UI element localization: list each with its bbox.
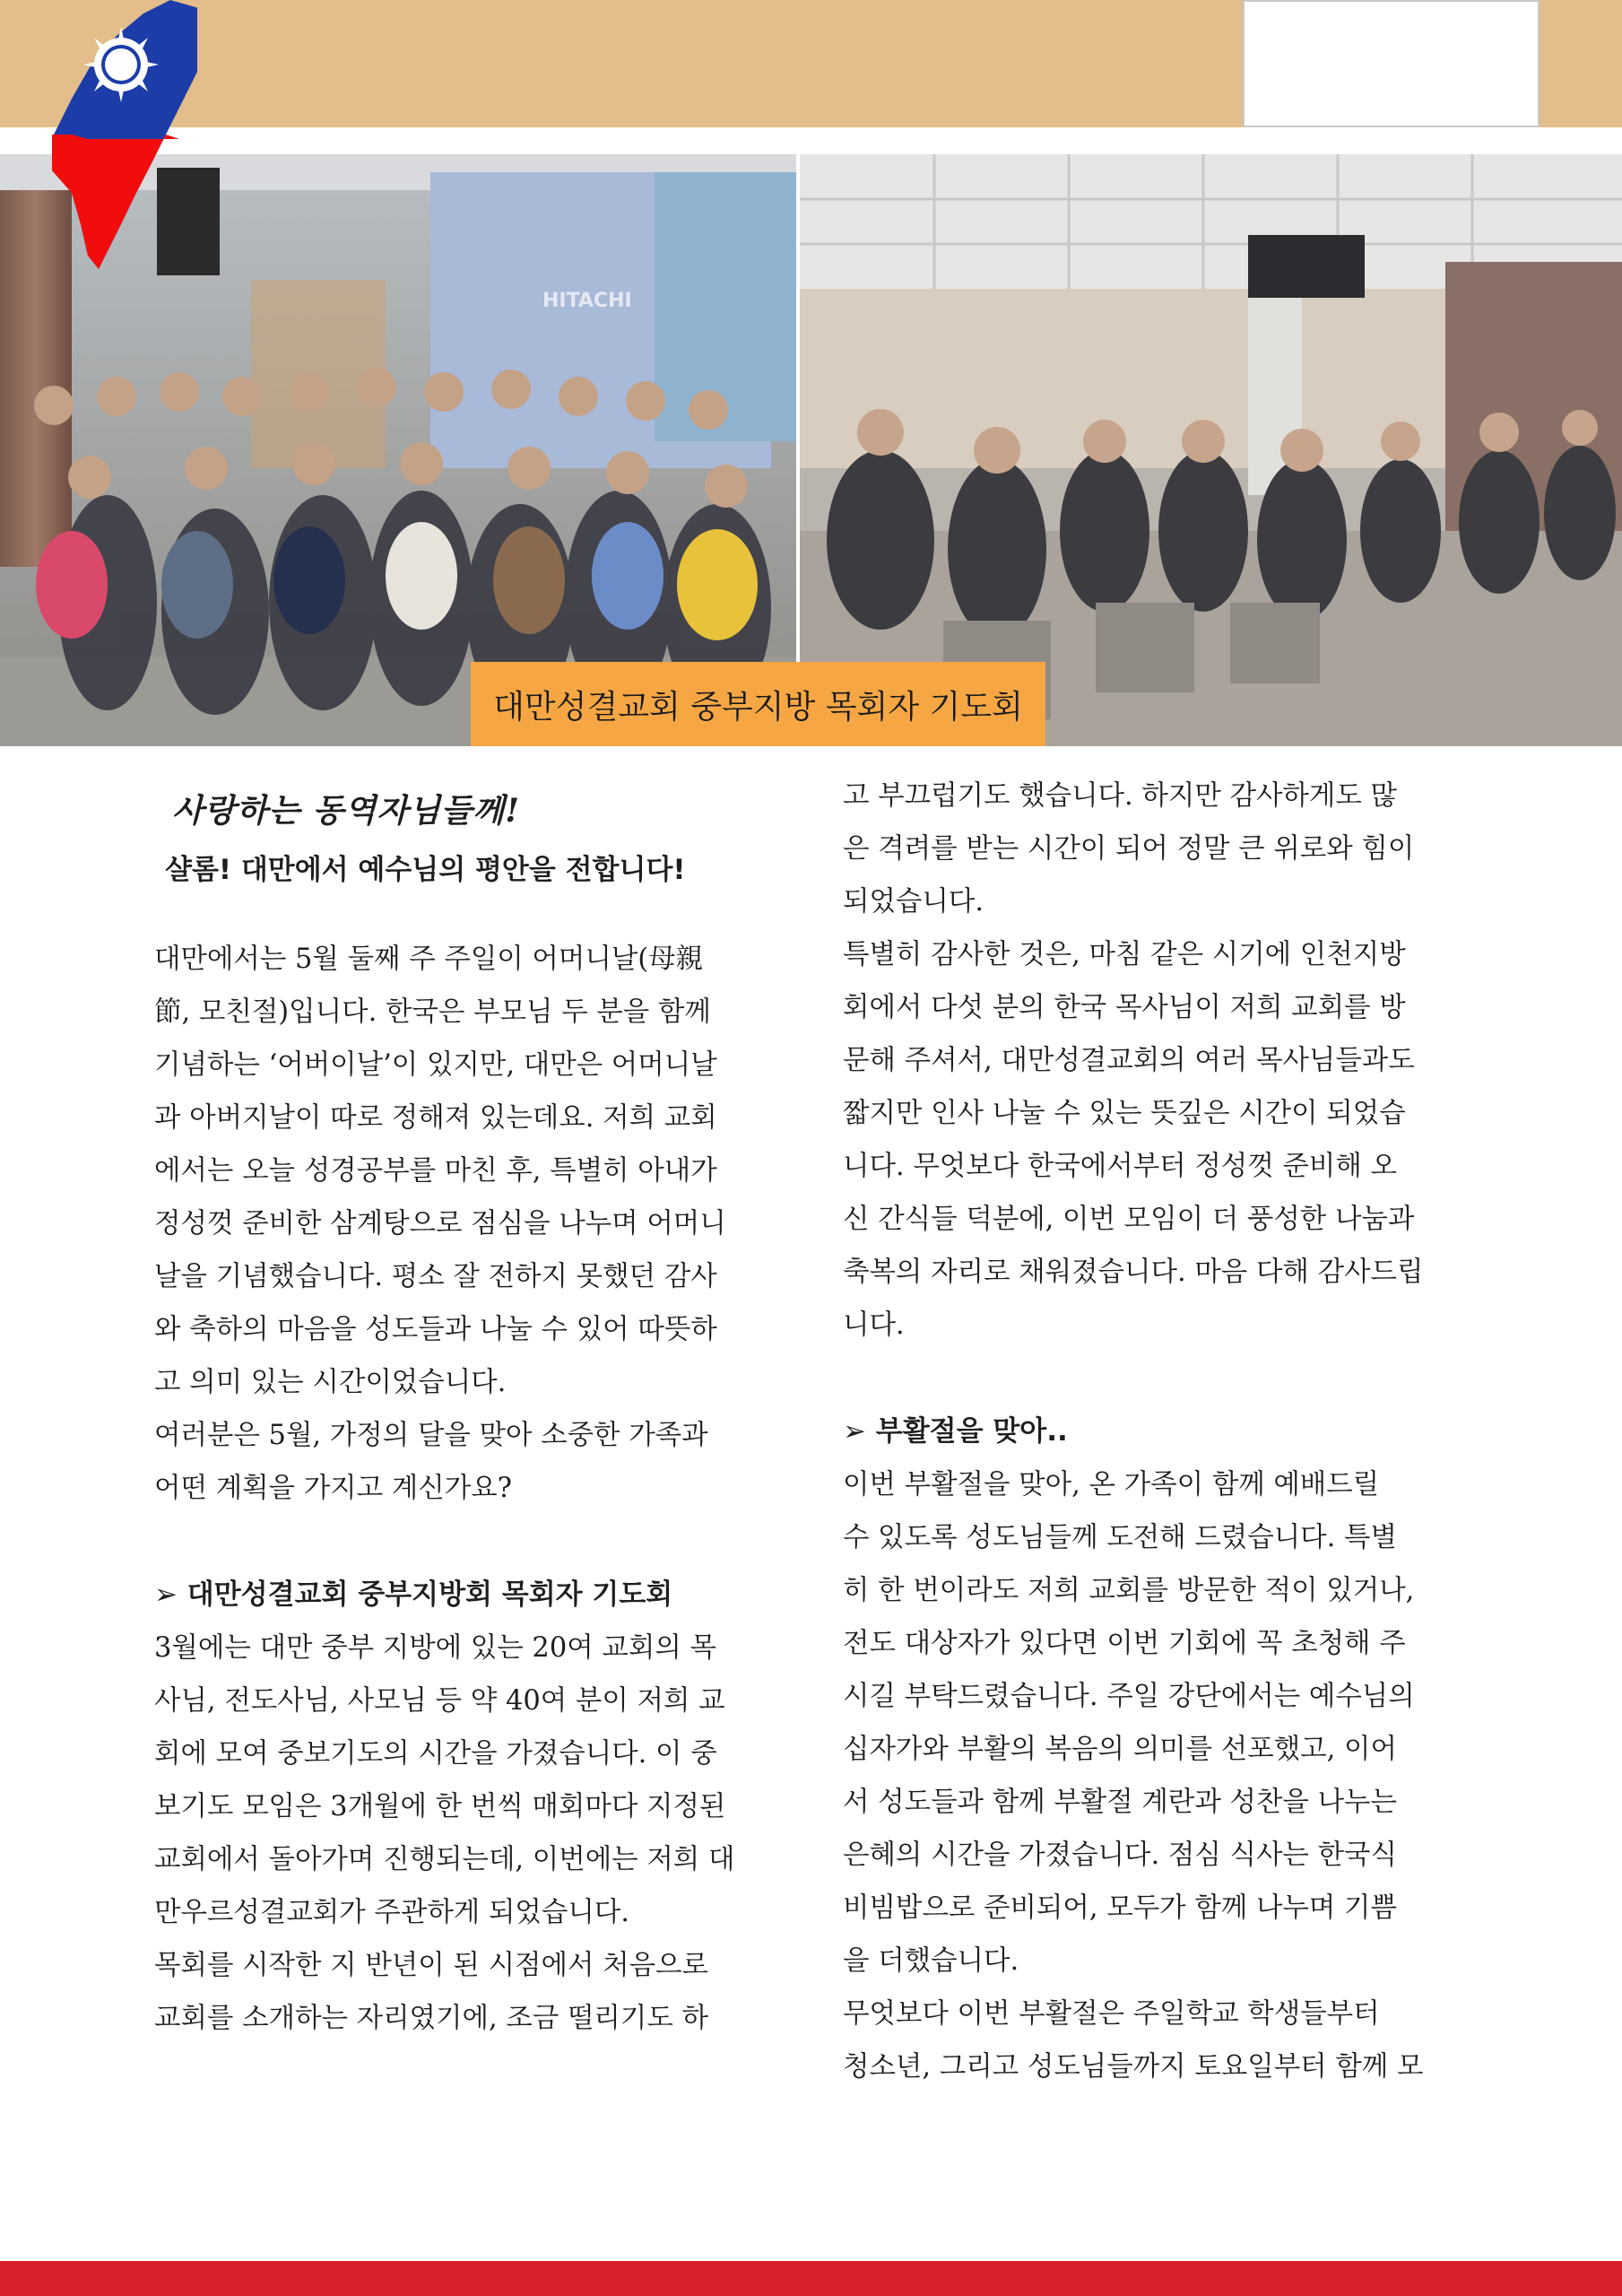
text-line: 수 있도록 성도님들께 도전해 드렸습니다. 특별 (843, 1522, 1397, 1553)
text-line: 고 부끄럽기도 했습니다. 하지만 감사하게도 많 (843, 780, 1397, 812)
text-line: 되었습니다. (843, 886, 984, 918)
photo-caption: 대만성결교회 중부지방 목회자 기도회 (471, 662, 1045, 746)
header-blank-box (1243, 0, 1540, 127)
text-line: 비빔밥으로 준비되어, 모두가 함께 나누며 기쁨 (843, 1892, 1397, 1924)
section-heading-easter: ➢ 부활절을 맞아.. (843, 1415, 1068, 1448)
photo-strip (0, 154, 1622, 746)
text-line: 축복의 자리로 채워졌습니다. 마음 다해 감사드립 (843, 1257, 1424, 1288)
text-line: 정성껏 준비한 삼계탕으로 점심을 나누며 어머니 (154, 1208, 726, 1239)
text-line: 교회에서 돌아가며 진행되는데, 이번에는 저희 대 (154, 1844, 735, 1875)
text-line: 3월에는 대만 중부 지방에 있는 20여 교회의 목 (154, 1632, 716, 1664)
text-line: 히 한 번이라도 저희 교회를 방문한 적이 있거나, (843, 1575, 1415, 1606)
text-line: 짧지만 인사 나눌 수 있는 뜻깊은 시간이 되었습 (843, 1098, 1406, 1129)
text-line: 문해 주셔서, 대만성결교회의 여러 목사님들과도 (843, 1045, 1415, 1076)
text-line: 십자가와 부활의 복음의 의미를 선포했고, 이어 (843, 1734, 1397, 1765)
easter-paragraph (843, 1458, 1470, 2093)
prayer-meeting-paragraph (154, 1622, 782, 2045)
mothers-day-paragraph (154, 933, 782, 1515)
text-line: 사님, 전도사님, 사모님 등 약 40여 분이 저희 교 (154, 1685, 725, 1717)
text-line: 은혜의 시간을 가졌습니다. 점심 식사는 한국식 (843, 1839, 1397, 1871)
text-line: 회에 모여 중보기도의 시간을 가졌습니다. 이 중 (154, 1738, 717, 1770)
text-line: 어떤 계획을 가지고 계신가요? (154, 1473, 512, 1504)
text-line: 날을 기념했습니다. 평소 잘 전하지 못했던 감사 (154, 1261, 717, 1292)
text-line: 전도 대상자가 있다면 이번 기회에 꼭 초청해 주 (843, 1628, 1406, 1659)
text-line: 니다. 무엇보다 한국에서부터 정성껏 준비해 오 (843, 1151, 1397, 1182)
worship-room-photo (800, 154, 1622, 746)
text-line: 이번 부활절을 맞아, 온 가족이 함께 예배드릴 (843, 1469, 1380, 1500)
svg-text:HITACHI: HITACHI (542, 290, 632, 312)
text-line: 과 아버지날이 따로 정해져 있는데요. 저희 교회 (154, 1102, 717, 1134)
text-line: 節, 모친절)입니다. 한국은 부모님 두 분을 함께 (154, 996, 711, 1028)
text-line: 여러분은 5월, 가정의 달을 맞아 소중한 가족과 (154, 1420, 708, 1451)
prayer-meeting-continued-paragraph (843, 770, 1470, 1352)
left-column (154, 778, 782, 2045)
text-line: 시길 부탁드렸습니다. 주일 강단에서는 예수님의 (843, 1681, 1415, 1712)
text-line: 보기도 모임은 3개월에 한 번씩 매회마다 지정된 (154, 1791, 726, 1822)
text-line: 에서는 오늘 성경공부를 마친 후, 특별히 아내가 (154, 1155, 717, 1187)
text-line: 회에서 다섯 분의 한국 목사님이 저희 교회를 방 (843, 992, 1406, 1023)
right-column (843, 770, 1470, 2093)
text-line: 목회를 시작한 지 반년이 된 시점에서 처음으로 (154, 1950, 708, 1981)
greeting-heading: 사랑하는 동역자님들께! (172, 792, 521, 830)
shalom-line: 샬롬! 대만에서 예수님의 평안을 전합니다! (165, 854, 686, 886)
text-line: 신 간식들 덕분에, 이번 모임이 더 풍성한 나눔과 (843, 1204, 1415, 1235)
footer-bar (0, 2261, 1622, 2296)
text-line: 무엇보다 이번 부활절은 주일학교 학생들부터 (843, 1998, 1380, 2030)
text-line: 와 축하의 마음을 성도들과 나눌 수 있어 따뜻하 (154, 1314, 717, 1345)
text-line: 만우르성결교회가 주관하게 되었습니다. (154, 1897, 629, 1928)
text-line: 대만에서는 5월 둘째 주 주일이 어머니날(母親 (154, 944, 704, 975)
text-line: 기념하는 ‘어버이날’이 있지만, 대만은 어머니날 (154, 1049, 717, 1081)
taiwan-flag-map-icon (36, 0, 197, 278)
text-line: 은 격려를 받는 시간이 되어 정말 큰 위로와 힘이 (843, 833, 1415, 865)
text-line: 을 더했습니다. (843, 1945, 1019, 1977)
text-line: 서 성도들과 함께 부활절 계란과 성찬을 나누는 (843, 1787, 1397, 1818)
text-line: 특별히 감사한 것은, 마침 같은 시기에 인천지방 (843, 939, 1406, 970)
text-line: 니다. (843, 1309, 905, 1341)
text-line: 청소년, 그리고 성도님들까지 토요일부터 함께 모 (843, 2051, 1424, 2083)
text-line: 고 의미 있는 시간이었습니다. (154, 1367, 507, 1398)
text-line: 교회를 소개하는 자리였기에, 조금 떨리기도 하 (154, 2003, 708, 2034)
section-heading-prayer-meeting: ➢ 대만성결교회 중부지방회 목회자 기도회 (154, 1578, 673, 1611)
projector-brand-label (542, 290, 632, 312)
